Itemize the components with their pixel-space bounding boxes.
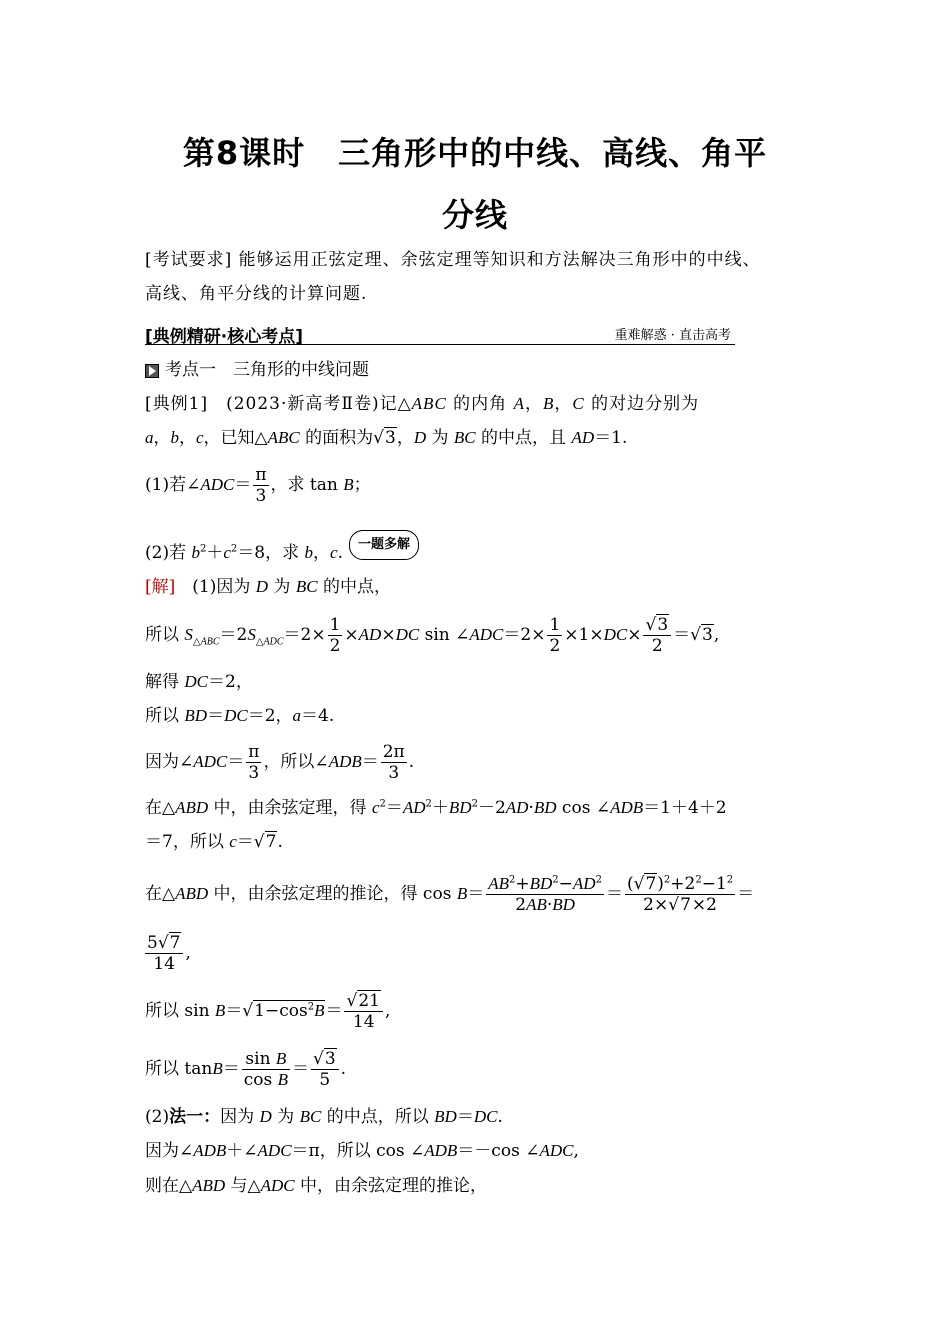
page-title-continued: 分线 <box>441 196 508 234</box>
topic-label: 考点一 三角形的中线问题 <box>165 360 369 380</box>
topic-heading <box>145 357 369 383</box>
example-source: (2023·新高考Ⅱ卷) <box>226 394 380 414</box>
requirement-text: 能够运用正弦定理、余弦定理等知识和方法解决三角形中的中线、 <box>238 250 761 270</box>
question-2: (2)若 $b^2+c^2=8$，求 b，c. 一题多解 <box>145 530 419 566</box>
solution-line-2: 所以 $S_{\triangle ABC}=2S_{\triangle ADC}=2\times$ $\frac{1}{2}$ ×AD×DC sin ∠ADC＝2× $\frac{1}{2}$ ×1×DC× $\frac{√3}{2}$ ＝√3, <box>145 615 720 656</box>
solution-line-11: 所以 tanB＝ $\frac{\text{sin B}}{\text{cos B}}$ ＝ $\frac{√3}{5}$ . <box>145 1049 347 1090</box>
solution-line-3: 解得 DC＝2， <box>145 672 253 692</box>
solution-line-10: 所以 $\sin B=√1-\cos^2B=$ $\frac{√21}{14}$ , <box>145 991 391 1032</box>
solution-line-1: [解] (1)因为 D 为 BC 的中点， <box>145 577 391 597</box>
solution-line-7: ＝7，所以 c＝√7. <box>145 832 283 852</box>
solution-line-12: (2)法一：因为 D 为 BC 的中点，所以 BD＝DC. <box>145 1107 503 1127</box>
solution-line-6: 在△ABD 中，由余弦定理，得 $c^2=AD^2+BD^2-2AD\cdot BD$ cos ∠ADB＝1＋4＋2 <box>145 798 727 818</box>
solution-line-5: 因为∠ADC＝ $\frac{\pi}{3}$ ，所以∠ADB＝ $\frac{2\pi}{3}$ . <box>145 742 415 783</box>
section-title: [典例精研·核心考点] <box>145 327 303 347</box>
section-subtitle: 重难解惑 · 直击高考 <box>614 328 731 343</box>
solution-line-13: 因为∠ADB＋∠ADC＝π，所以 cos ∠ADB＝－cos ∠ADC, <box>145 1141 579 1161</box>
solution-label: [解] <box>145 577 176 597</box>
multi-solution-badge: 一题多解 <box>349 530 419 560</box>
requirement-line-1 <box>145 247 761 273</box>
question-1: (1)若∠ADC＝ $\frac{\pi}{3}$ ，求 tan B； <box>145 465 371 506</box>
solution-line-8: 在△ABD 中，由余弦定理的推论，得 cos B＝ $\frac{AB^2+BD^2-AD^2}{2AB\cdot BD}$ ＝ $\frac{(√7)^2+2^2-1^2}{2\times√7\times 2}$ ＝ <box>145 874 755 915</box>
section-header <box>145 322 735 345</box>
page-title: 第8课时 三角形中的中线、高线、角平 <box>182 134 768 172</box>
requirement-label: [考试要求] <box>145 250 233 270</box>
requirement-line-2: 高线、角平分线的计算问题. <box>145 284 368 304</box>
solution-line-9: $\frac{5√7}{14}$ , <box>147 933 191 974</box>
play-triangle-icon <box>145 364 159 378</box>
solution-line-14: 则在△ABD 与△ADC 中，由余弦定理的推论， <box>145 1176 488 1196</box>
solution-line-4: 所以 BD＝DC＝2，a＝4. <box>145 706 335 726</box>
example-line-1: [典例1] (2023·新高考Ⅱ卷)记△ABC 的内角 A，B，C 的对边分别为 <box>145 394 700 414</box>
example-label: [典例1] <box>145 394 209 414</box>
example-line-2: a，b，c，已知△ABC 的面积为√3，D 为 BC 的中点，且 AD＝1. <box>145 428 628 448</box>
